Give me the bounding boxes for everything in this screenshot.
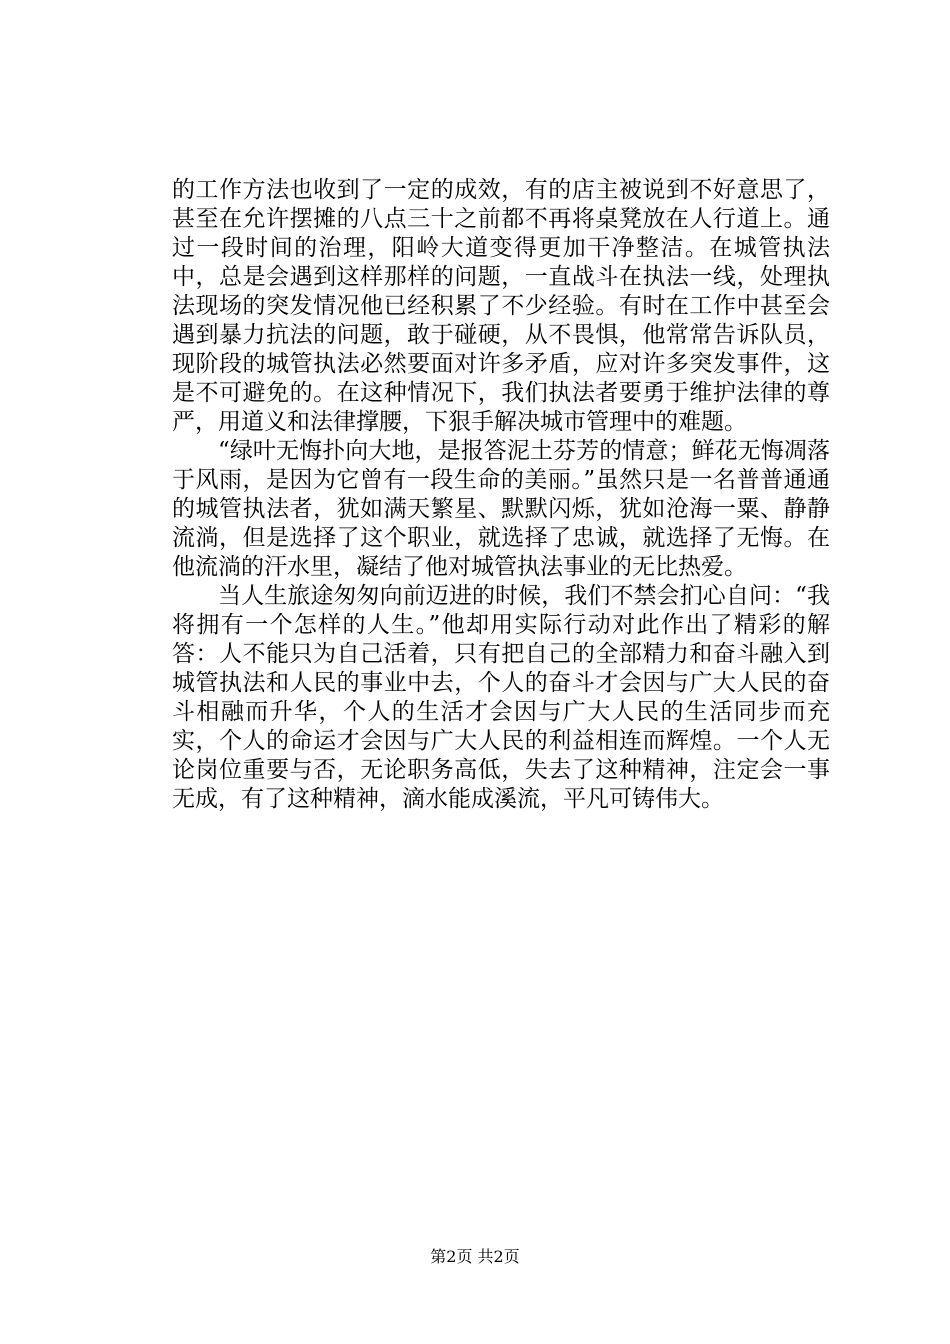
page-number-footer: 第2页 共2页 [430, 1247, 520, 1266]
paragraph-continuation: 的工作方法也收到了一定的成效，有的店主被说到不好意思了，甚至在允许摆摊的八点三十之前都不再将桌凳放在人行道上。通过一段时间的治理，阳岭大道变得更加干净整洁。在城管执法中，总是会遇到这样那样的问题，一直战斗在执法一线，处理执法现场的突发情况他已经积累了不少经验。有时在工作中甚至会遇到暴力抗法的问题，敢于碰硬，从不畏惧，他常常告诉队员，现阶段的城管执法必然要面对许多矛盾，应对许多突发事件，这是不可避免的。在这种情况下，我们执法者要勇于维护法律的尊严，用道义和法律撑腰，下狠手解决城市管理中的难题。 [172, 177, 830, 435]
paragraph-life-journey: 当人生旅途匆匆向前迈进的时候，我们不禁会扪心自问：“我将拥有一个怎样的人生。”他却用实际行动对此作出了精彩的解答：人不能只为自己活着，只有把自己的全部精力和奋斗融入到城管执法和人民的事业中去，个人的奋斗才会因与广大人民的奋斗相融而升华，个人的生活才会因与广大人民的生活同步而充实，个人的命运才会因与广大人民的利益相连而辉煌。一个人无论岗位重要与否，无论职务高低，失去了这种精神，注定会一事无成，有了这种精神，滴水能成溪流，平凡可铸伟大。 [172, 583, 830, 812]
paragraph-green-leaves: “绿叶无悔扑向大地，是报答泥土芬芳的情意；鲜花无悔凋落于风雨，是因为它曾有一段生命的美丽。”虽然只是一名普普通通的城管执法者，犹如满天繁星、默默闪烁，犹如沧海一粟、静静流淌，但是选择了这个职业，就选择了忠诚，就选择了无悔。在他流淌的汗水里，凝结了他对城管执法事业的无比热爱。 [172, 438, 830, 580]
document-body [172, 176, 830, 814]
